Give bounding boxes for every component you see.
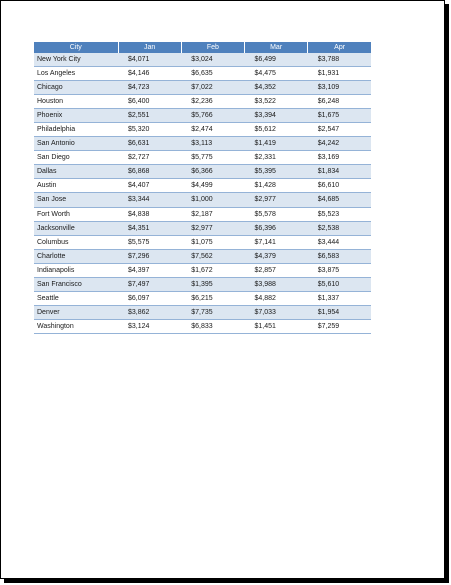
city-cell: Chicago bbox=[34, 81, 118, 95]
value-cell: $1,931 bbox=[308, 67, 371, 81]
value-cell: $2,977 bbox=[245, 193, 308, 207]
table-row bbox=[34, 221, 371, 235]
city-cell: Philadelphia bbox=[34, 123, 118, 137]
table-row bbox=[34, 263, 371, 277]
value-cell: $3,124 bbox=[118, 319, 181, 333]
table-row bbox=[34, 319, 371, 333]
value-cell: $6,366 bbox=[181, 165, 244, 179]
value-cell: $7,497 bbox=[118, 277, 181, 291]
table-row bbox=[34, 109, 371, 123]
value-cell: $7,735 bbox=[181, 305, 244, 319]
page-shadow bbox=[445, 4, 449, 583]
value-cell: $4,351 bbox=[118, 221, 181, 235]
city-sales-table bbox=[34, 42, 371, 334]
value-cell: $6,635 bbox=[181, 67, 244, 81]
header-jan: Jan bbox=[118, 42, 181, 53]
value-cell: $1,451 bbox=[245, 319, 308, 333]
value-cell: $6,215 bbox=[181, 291, 244, 305]
value-cell: $7,259 bbox=[308, 319, 371, 333]
city-cell: San Diego bbox=[34, 151, 118, 165]
value-cell: $1,337 bbox=[308, 291, 371, 305]
value-cell: $4,397 bbox=[118, 263, 181, 277]
value-cell: $3,109 bbox=[308, 81, 371, 95]
value-cell: $6,400 bbox=[118, 95, 181, 109]
city-cell: Los Angeles bbox=[34, 67, 118, 81]
city-cell: New York City bbox=[34, 53, 118, 67]
value-cell: $2,857 bbox=[245, 263, 308, 277]
value-cell: $6,631 bbox=[118, 137, 181, 151]
value-cell: $6,610 bbox=[308, 179, 371, 193]
value-cell: $2,551 bbox=[118, 109, 181, 123]
table-row bbox=[34, 193, 371, 207]
value-cell: $5,395 bbox=[245, 165, 308, 179]
table-row bbox=[34, 165, 371, 179]
table-row bbox=[34, 67, 371, 81]
city-cell: Indianapolis bbox=[34, 263, 118, 277]
header-mar: Mar bbox=[245, 42, 308, 53]
value-cell: $1,000 bbox=[181, 193, 244, 207]
value-cell: $4,838 bbox=[118, 207, 181, 221]
header-feb: Feb bbox=[181, 42, 244, 53]
city-cell: Columbus bbox=[34, 235, 118, 249]
value-cell: $4,407 bbox=[118, 179, 181, 193]
value-cell: $4,352 bbox=[245, 81, 308, 95]
table-row bbox=[34, 151, 371, 165]
value-cell: $7,033 bbox=[245, 305, 308, 319]
value-cell: $3,394 bbox=[245, 109, 308, 123]
value-cell: $3,522 bbox=[245, 95, 308, 109]
city-cell: Phoenix bbox=[34, 109, 118, 123]
value-cell: $3,862 bbox=[118, 305, 181, 319]
value-cell: $2,474 bbox=[181, 123, 244, 137]
city-cell: Fort Worth bbox=[34, 207, 118, 221]
city-cell: Seattle bbox=[34, 291, 118, 305]
value-cell: $6,396 bbox=[245, 221, 308, 235]
value-cell: $3,344 bbox=[118, 193, 181, 207]
value-cell: $4,242 bbox=[308, 137, 371, 151]
value-cell: $3,988 bbox=[245, 277, 308, 291]
table-row bbox=[34, 207, 371, 221]
value-cell: $1,075 bbox=[181, 235, 244, 249]
value-cell: $4,685 bbox=[308, 193, 371, 207]
city-cell: Austin bbox=[34, 179, 118, 193]
value-cell: $5,612 bbox=[245, 123, 308, 137]
page-shadow bbox=[4, 579, 449, 583]
value-cell: $4,475 bbox=[245, 67, 308, 81]
table-row bbox=[34, 305, 371, 319]
value-cell: $3,875 bbox=[308, 263, 371, 277]
value-cell: $1,672 bbox=[181, 263, 244, 277]
value-cell: $4,882 bbox=[245, 291, 308, 305]
city-cell: San Francisco bbox=[34, 277, 118, 291]
city-cell: San Jose bbox=[34, 193, 118, 207]
value-cell: $2,331 bbox=[245, 151, 308, 165]
value-cell: $3,169 bbox=[308, 151, 371, 165]
value-cell: $6,833 bbox=[181, 319, 244, 333]
table-row bbox=[34, 291, 371, 305]
value-cell: $6,499 bbox=[245, 53, 308, 67]
value-cell: $5,775 bbox=[181, 151, 244, 165]
table-row bbox=[34, 53, 371, 67]
city-cell: Houston bbox=[34, 95, 118, 109]
value-cell: $7,296 bbox=[118, 249, 181, 263]
city-cell: Charlotte bbox=[34, 249, 118, 263]
value-cell: $4,379 bbox=[245, 249, 308, 263]
value-cell: $5,766 bbox=[181, 109, 244, 123]
value-cell: $6,097 bbox=[118, 291, 181, 305]
value-cell: $3,444 bbox=[308, 235, 371, 249]
header-apr: Apr bbox=[308, 42, 371, 53]
value-cell: $4,723 bbox=[118, 81, 181, 95]
value-cell: $7,562 bbox=[181, 249, 244, 263]
value-cell: $1,395 bbox=[181, 277, 244, 291]
table-row bbox=[34, 81, 371, 95]
value-cell: $1,428 bbox=[245, 179, 308, 193]
value-cell: $2,538 bbox=[308, 221, 371, 235]
table-row bbox=[34, 249, 371, 263]
city-cell: Denver bbox=[34, 305, 118, 319]
value-cell: $3,788 bbox=[308, 53, 371, 67]
city-cell: San Antonio bbox=[34, 137, 118, 151]
table-row bbox=[34, 235, 371, 249]
value-cell: $5,610 bbox=[308, 277, 371, 291]
table-body bbox=[34, 53, 371, 333]
value-cell: $7,141 bbox=[245, 235, 308, 249]
city-cell: Dallas bbox=[34, 165, 118, 179]
table-row bbox=[34, 179, 371, 193]
value-cell: $3,024 bbox=[181, 53, 244, 67]
value-cell: $5,523 bbox=[308, 207, 371, 221]
value-cell: $4,499 bbox=[181, 179, 244, 193]
value-cell: $6,868 bbox=[118, 165, 181, 179]
table-row bbox=[34, 123, 371, 137]
value-cell: $1,954 bbox=[308, 305, 371, 319]
city-cell: Washington bbox=[34, 319, 118, 333]
value-cell: $2,236 bbox=[181, 95, 244, 109]
value-cell: $3,113 bbox=[181, 137, 244, 151]
value-cell: $5,320 bbox=[118, 123, 181, 137]
value-cell: $4,146 bbox=[118, 67, 181, 81]
value-cell: $5,575 bbox=[118, 235, 181, 249]
value-cell: $6,248 bbox=[308, 95, 371, 109]
value-cell: $1,419 bbox=[245, 137, 308, 151]
value-cell: $2,977 bbox=[181, 221, 244, 235]
value-cell: $5,578 bbox=[245, 207, 308, 221]
header-city: City bbox=[34, 42, 118, 53]
city-cell: Jacksonville bbox=[34, 221, 118, 235]
value-cell: $1,834 bbox=[308, 165, 371, 179]
value-cell: $2,547 bbox=[308, 123, 371, 137]
table-row bbox=[34, 95, 371, 109]
table-row bbox=[34, 137, 371, 151]
value-cell: $2,727 bbox=[118, 151, 181, 165]
value-cell: $6,583 bbox=[308, 249, 371, 263]
value-cell: $7,022 bbox=[181, 81, 244, 95]
header-row bbox=[34, 42, 371, 53]
value-cell: $1,675 bbox=[308, 109, 371, 123]
table-row bbox=[34, 277, 371, 291]
value-cell: $2,187 bbox=[181, 207, 244, 221]
value-cell: $4,071 bbox=[118, 53, 181, 67]
